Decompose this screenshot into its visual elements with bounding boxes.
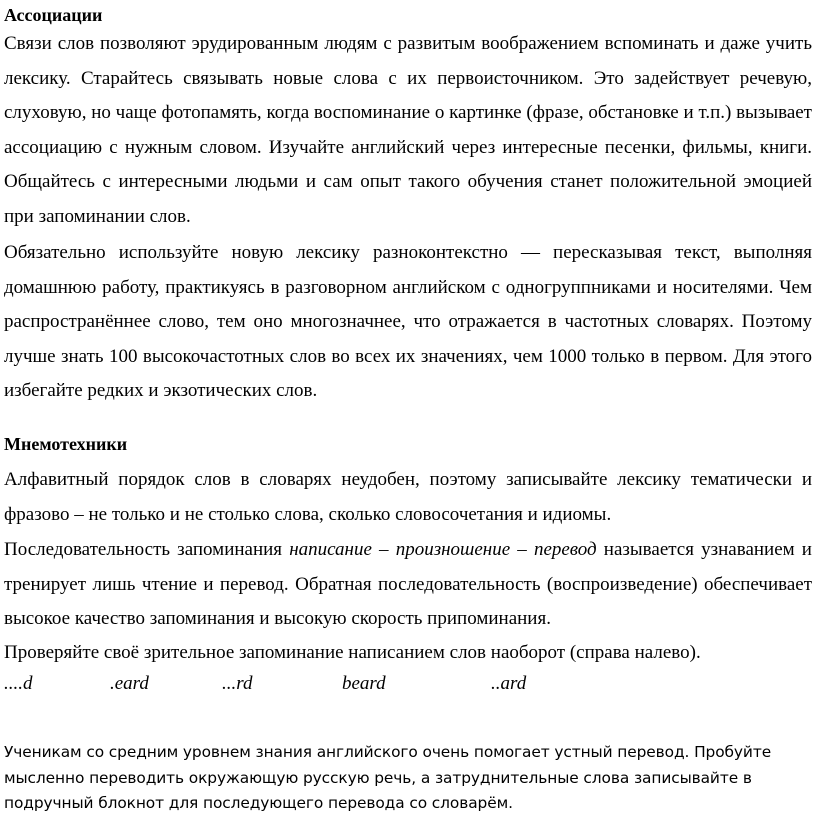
paragraph-mnemonics-2 (4, 533, 812, 637)
paragraph-associations-2: Обязательно используйте новую лексику разноконтекстно — пересказывая текст, выполняя домашнюю работу, практикуясь в разговорном английском с одногруппниками и носителями. Чем распространённее слово, тем оно многозначнее, что отражается в частотных словарях. Поэтому лучше знать 100 высокочастотных слов во всех их значениях, чем 1000 только в первом. Для этого избегайте редких и экзотических слов. (4, 242, 812, 402)
paragraph-mnemonics-1: Алфавитный порядок слов в словарях неудобен, поэтому записывайте лексику тематически и фразово – не только и не столько слова, сколько словосочетания и идиомы. (4, 469, 812, 525)
paragraph-associations-1: Связи слов позволяют эрудированным людям с развитым воображением вспоминать и даже учить лексику. Старайтесь связывать новые слова с их первоисточником. Это задействует речевую, слуховую, но чаще фотопамять, когда воспоминание о картинке (фразе, обстановке и т.п.) вызывает ассоциацию с нужным словом. Изучайте английский через интересные песенки, фильмы, книги. Общайтесь с интересными людьми и сам опыт такого обучения станет положительной эмоцией при запоминании слов. (4, 33, 812, 227)
word-fragment: ..ard (491, 673, 527, 694)
heading-associations: Ассоциации (4, 5, 103, 25)
word-fragments-row (4, 673, 812, 703)
sequence-italic-text: написание – произношение – перевод (289, 539, 597, 560)
word-fragment: ...rd (222, 673, 253, 694)
sequence-rest-text: называется узнаванием и тренирует лишь чтение и перевод. Обратная последовательность (воспроизведение) обеспечивает высокое качество запоминания и высокую скорость припоминания. (4, 539, 812, 630)
word-fragment: .eard (110, 673, 149, 694)
word-fragment: beard (342, 673, 386, 694)
paragraph-mnemonics-3: Проверяйте своё зрительное запоминание написанием слов наоборот (справа налево). (4, 642, 701, 663)
tip-paragraph: Ученикам со средним уровнем знания английского очень помогает устный перевод. Пробуйте мысленно переводить окружающую русскую речь, а затруднительные слова записывайте в подручный блокнот для последующего перевода со словарём. (4, 743, 772, 812)
word-fragment: ....d (4, 673, 33, 694)
sequence-intro-text: Последовательность запоминания (4, 539, 290, 560)
heading-mnemonics: Мнемотехники (4, 434, 128, 454)
